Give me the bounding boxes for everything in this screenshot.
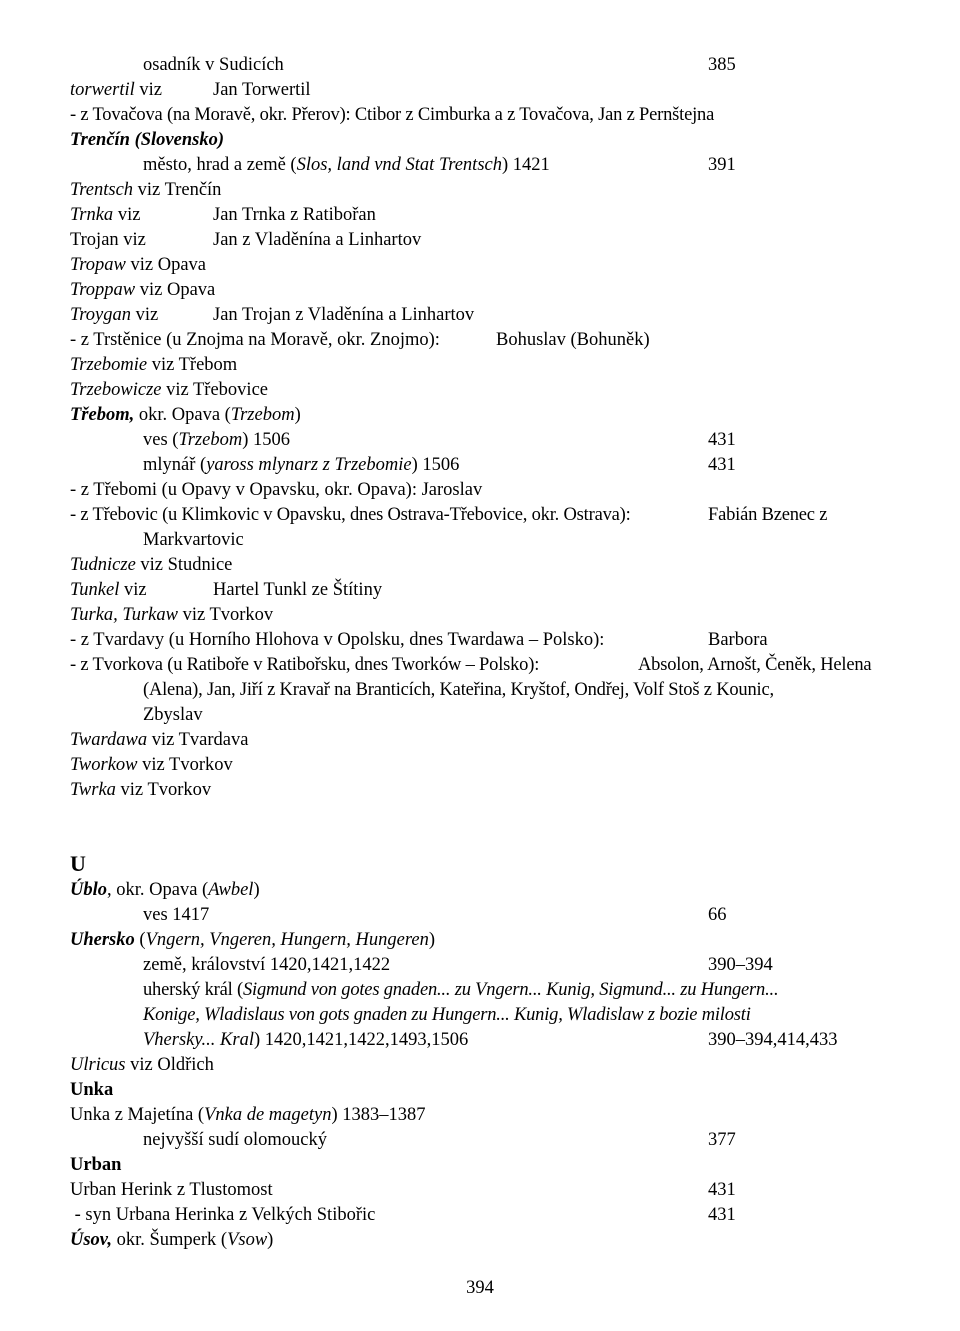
cross-reference: Jan Trnka z Ratibořan <box>213 205 376 225</box>
entry-text: Urban Herink z Tlustomost <box>70 1180 273 1200</box>
entry-term: Troygan <box>70 305 131 325</box>
page-reference: 431 <box>708 1180 736 1200</box>
entry-years: ) 1383–1387 <box>331 1105 426 1125</box>
quoted-source: Trzebom <box>230 405 295 425</box>
quoted-source: Vngern, Vngeren, Hungern, Hungeren <box>145 930 429 950</box>
quoted-source: Konige, Wladislaus von gots gnaden zu Hungern... Kunig, Wladislaw z bozie milosti <box>143 1005 751 1025</box>
cross-reference: viz Opava <box>135 280 216 300</box>
entry-term: Twardawa <box>70 730 148 750</box>
entry-continuation: Markvartovic <box>143 530 244 550</box>
entry-term: Tunkel <box>70 580 120 600</box>
entry-troygan <box>70 303 890 328</box>
entry-text: - z Třebovic (u Klimkovic v Opavsku, dnes Ostrava-Třebovice, okr. Ostrava): <box>70 505 631 525</box>
entry-term: Trzebomie <box>70 355 148 375</box>
page-reference: 431 <box>708 1205 736 1225</box>
entry-uhersko-kral-2 <box>70 1003 890 1028</box>
entry-urban <box>70 1178 890 1203</box>
entry-text: - z Tovačova (na Moravě, okr. Přerov): Ctibor z Cimburka a z Tovačova, Jan z Pernštejna <box>70 105 715 125</box>
person-names: Fabián Bzenec z <box>708 505 828 525</box>
page-reference: 431 <box>708 430 736 450</box>
entry-text: ves 1417 <box>143 905 210 925</box>
entry-heading: Unka <box>70 1080 114 1100</box>
person-names: Absolon, Arnošt, Čeněk, Helena <box>638 655 872 675</box>
entry-term: Tworkow <box>70 755 138 775</box>
entry-text: okr. Šumperk ( <box>111 1230 228 1250</box>
cross-reference: viz Tvorkov <box>137 755 233 775</box>
entry-text: - z Trstěnice (u Znojma na Moravě, okr. Znojmo): <box>70 330 440 350</box>
heading-uhersko <box>70 928 890 953</box>
entry-uhersko-kral-3 <box>70 1028 890 1053</box>
heading-usov <box>70 1228 890 1253</box>
entry-years: ) 1420,1421,1422,1493,1506 <box>254 1030 469 1050</box>
entry-years: ) 1421 <box>501 155 550 175</box>
entry-tropaw <box>70 253 890 278</box>
entry-trzebowicze <box>70 378 890 403</box>
entry-twardawa <box>70 728 890 753</box>
entry-urban-syn <box>70 1203 890 1228</box>
quoted-source: Trzebom <box>178 430 243 450</box>
cross-reference: Jan Trojan z Vladěnína a Linhartov <box>213 305 475 325</box>
entry-heading: Úblo <box>70 880 107 900</box>
entry-text: město, hrad a země ( <box>143 155 297 175</box>
entry-heading: Uhersko <box>70 930 135 950</box>
entry-term: Trzebowicze <box>70 380 162 400</box>
cross-reference: viz Třebovice <box>161 380 268 400</box>
entry-text: osadník v Sudicích <box>143 55 284 75</box>
entry-tudnicze <box>70 553 890 578</box>
person-names: Barbora <box>708 630 768 650</box>
entry-trnka <box>70 203 890 228</box>
entry-ulricus <box>70 1053 890 1078</box>
viz-label: viz <box>135 305 159 325</box>
heading-trebom <box>70 403 890 428</box>
entry-unka <box>70 1103 890 1128</box>
entry-trzebomie <box>70 353 890 378</box>
page-reference: 431 <box>708 455 736 475</box>
entry-text: Unka z Majetína ( <box>70 1105 205 1125</box>
entry-tvorkova-cont-2 <box>70 703 890 728</box>
heading-trencin <box>70 128 890 153</box>
entry-trebom-ves <box>70 428 890 453</box>
quoted-source: Vhersky... Kral <box>143 1030 254 1050</box>
quoted-source: Vnka de magetyn <box>204 1105 332 1125</box>
cross-reference: Hartel Tunkl ze Štítiny <box>213 580 383 600</box>
entry-text: - z Třebomi (u Opavy v Opavsku, okr. Opava): Jaroslav <box>70 480 483 500</box>
entry-tunkel <box>70 578 890 603</box>
entry-trojan <box>70 228 890 253</box>
cross-reference: Jan z Vladěnína a Linhartov <box>213 230 422 250</box>
viz-label: viz <box>123 580 147 600</box>
cross-reference: Jan Torwertil <box>213 80 311 100</box>
entry-text: mlynář ( <box>143 455 207 475</box>
cross-reference: viz Opava <box>125 255 207 275</box>
cross-reference: viz Trenčín <box>133 180 222 200</box>
entry-tvorkova-cont-1 <box>70 678 890 703</box>
entry-uhersko-kral-1 <box>70 978 890 1003</box>
entry-osadnik-sudice <box>70 53 890 78</box>
quoted-source: Awbel <box>208 880 254 900</box>
entry-heading: Úsov, <box>70 1230 112 1250</box>
page-reference: 377 <box>708 1130 736 1150</box>
entry-term: torwertil <box>70 80 135 100</box>
entry-tvardava <box>70 628 890 653</box>
entry-term: Twrka <box>70 780 116 800</box>
entry-term: Ulricus <box>70 1055 126 1075</box>
cross-reference: viz Studnice <box>135 555 233 575</box>
entry-ublo-ves <box>70 903 890 928</box>
entry-text: - syn Urbana Herinka z Velkých Stibořic <box>70 1205 376 1225</box>
entry-text-end: ) <box>428 930 435 950</box>
entry-years: ) 1506 <box>411 455 460 475</box>
entry-trebomi <box>70 478 890 503</box>
quoted-source: yaross mlynarz z Trzebomie <box>206 455 412 475</box>
entry-torwertil <box>70 78 890 103</box>
entry-trebovic-cont <box>70 528 890 553</box>
viz-label: viz <box>139 80 162 100</box>
entry-term: Troppaw <box>70 280 136 300</box>
entry-continuation: Zbyslav <box>143 705 203 725</box>
page-reference: 390–394 <box>708 955 773 975</box>
page-reference: 385 <box>708 55 736 75</box>
entry-trstenice <box>70 328 890 353</box>
entry-term: Trojan viz <box>70 230 146 250</box>
quoted-source: Vsow <box>227 1230 268 1250</box>
entry-term: Turka, Turkaw <box>70 605 178 625</box>
entry-trebom-mlynar <box>70 453 890 478</box>
entry-twrka <box>70 778 890 803</box>
entry-troppaw <box>70 278 890 303</box>
entry-tworkow <box>70 753 890 778</box>
entry-trencin-mesto <box>70 153 890 178</box>
cross-reference: viz Třebom <box>147 355 238 375</box>
entry-trebovic <box>70 503 890 528</box>
entry-turka <box>70 603 890 628</box>
entry-tovacov <box>70 103 890 128</box>
entry-unka-sudi <box>70 1128 890 1153</box>
page-reference: 391 <box>708 155 736 175</box>
cross-reference: viz Tvorkov <box>177 605 274 625</box>
quoted-source: Sigmund von gotes gnaden... zu Vngern... Kunig, Sigmund... zu Hungern... <box>242 980 779 1000</box>
entry-years: ) 1506 <box>242 430 290 450</box>
person-names: Bohuslav (Bohuněk) <box>496 330 650 350</box>
cross-reference: viz Tvorkov <box>115 780 212 800</box>
section-letter: U <box>70 851 86 876</box>
entry-text: nejvyšší sudí olomoucký <box>143 1130 327 1150</box>
page-reference: 390–394,414,433 <box>708 1030 838 1050</box>
entry-text: - z Tvorkova (u Ratiboře v Ratibořsku, dnes Tworków – Polsko): <box>70 655 540 675</box>
viz-label: viz <box>117 205 141 225</box>
page-reference: 66 <box>708 905 727 925</box>
cross-reference: viz Oldřich <box>125 1055 214 1075</box>
entry-text: země, království 1420,1421,1422 <box>143 955 391 975</box>
entry-text: - z Tvardavy (u Horního Hlohova v Opolsku, dnes Twardawa – Polsko): <box>70 630 605 650</box>
entry-text-end: ) <box>294 405 301 425</box>
entry-text: uherský král ( <box>143 980 243 1000</box>
entry-text-end: ) <box>253 880 260 900</box>
heading-unka <box>70 1078 890 1103</box>
cross-reference: viz Tvardava <box>147 730 249 750</box>
section-letter-u <box>70 850 890 878</box>
heading-ublo <box>70 878 890 903</box>
entry-term: Trentsch <box>70 180 134 200</box>
entry-term: Tudnicze <box>70 555 136 575</box>
heading-urban <box>70 1153 890 1178</box>
entry-text: okr. Opava ( <box>134 405 231 425</box>
entry-text: ves ( <box>143 430 179 450</box>
entry-heading: Urban <box>70 1155 122 1175</box>
page-number: 394 <box>466 1278 494 1298</box>
entry-text: , okr. Opava ( <box>107 880 209 900</box>
quoted-source: Slos, land vnd Stat Trentsch <box>296 155 502 175</box>
entry-term: Tropaw <box>70 255 126 275</box>
entry-heading: Trenčín (Slovensko) <box>70 130 224 150</box>
entry-text-end: ) <box>267 1230 274 1250</box>
entry-trentsch <box>70 178 890 203</box>
entry-heading: Třebom, <box>70 405 135 425</box>
entry-term: Trnka <box>70 205 114 225</box>
entry-tvorkova <box>70 653 890 678</box>
entry-continuation: (Alena), Jan, Jiří z Kravař na Branticích, Kateřina, Kryštof, Ondřej, Volf Stoš z Kounic, <box>143 680 774 700</box>
entry-uhersko-zeme <box>70 953 890 978</box>
entry-text: ( <box>134 930 146 950</box>
